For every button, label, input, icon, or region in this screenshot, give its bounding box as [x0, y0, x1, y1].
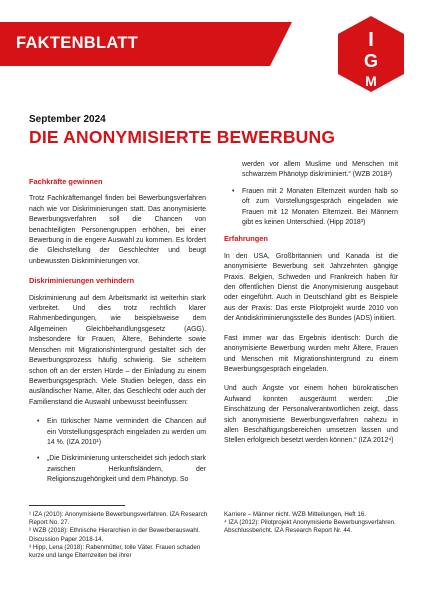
footnote: ³ Hipp, Lena (2018): Rabenmütter, tolle Väter. Frauen schaden kurze und lange Elternzeiten bei ihrer: [29, 543, 201, 560]
faktenblatt-banner: [0, 22, 292, 66]
heading-erfahrungen: Erfahrungen: [224, 234, 268, 244]
paragraph-fachkraefte: Trotz Fachkräftemangel finden bei Bewerbungsverfahren nach wie vor Diskriminierungen statt. Das anonymisierte Bewerbungsverfahren soll die Chancen von benachteiligten Personengruppen erhöhen, bei einer Bewerbung in die engere Auswahl zu kommen. Es fördert die Gleichstellung der Geschlechter und beugt unbewussten Diskriminierungen vor.: [29, 195, 206, 265]
paragraph-erfahrungen-2: Fast immer war das Ergebnis identisch: Durch die anonymisierte Bewerbung wurden mehr Ältere, Frauen und Menschen mit Migrationshintergrund zu einem Bewerbungsgespräch eingeladen.: [224, 334, 398, 373]
footnote: ² WZB (2018): Ethnische Hierarchien in der Bewerberauswahl. Discussion Paper 2018-14.: [29, 527, 200, 543]
bullet-item: • Frauen mit 2 Monaten Elternzeit wurden halb so oft zum Vorstellungsgespräch eingeladen wie Frauen mit 12 Monaten Elternzeit. Bei Männern gibt es keinen Unterschied. (Hipp 2018³): [242, 187, 398, 229]
bullet-item-continued: werden vor allem Muslime und Menschen mit schwarzem Phänotyp diskriminiert.“ (WZB 2018²): [242, 161, 398, 179]
bullet-list-continued: [224, 160, 398, 228]
footnote: ¹ IZA (2010): Anonymisierte Bewerbungsverfahren. IZA Research Report No. 27.: [29, 511, 208, 527]
logo-letter-i: I: [368, 29, 374, 51]
bullet-list: [29, 417, 206, 485]
right-column: [224, 160, 398, 456]
logo-letter-m: M: [365, 73, 377, 89]
paragraph-diskriminierung: Diskriminierung auf dem Arbeitsmarkt ist weiterhin stark verbreitet. Und dies trotz rechtlich klarer Rahmenbedingungen, wie beispielsweise dem Allgemeinen Gleichbehandlungsgesetz (AGG). Insbesondere für Frauen, Ältere, Behinderte sowie Menschen mit Migrationshintergrund gestaltet sich der Bewerbungsprozess häufig schwierig. Sie scheitern schon oft an der ersten Hürde – der Einladung zu einem Bewerbungsgespräch. Viele Studien belegen, dass ein ausländischer Name, Alter, das Geschlecht oder auch der Familienstand die Auswahl unbewusst beeinflussen:: [29, 294, 206, 406]
footnote: ⁴ IZA (2012): Pilotprojekt Anonymisierte Bewerbungsverfahren. Abschlussbericht. IZA Research Report Nr. 44.: [224, 519, 396, 535]
document-date: September 2024: [29, 114, 106, 125]
footnote-rule: [29, 505, 125, 506]
ig-metall-logo: [336, 14, 406, 94]
bullet-item: • „Die Diskriminierung unterscheidet sich jedoch stark zwischen Herkunftsländern, der Religionszugehörigkeit und dem Phänotyp. So: [47, 454, 206, 485]
bullet-item: • Ein türkischer Name vermindert die Chancen auf ein Vorstellungsgespräch eingeladen zu werden um 14 %. (IZA 2010¹): [47, 417, 206, 448]
left-column: [29, 177, 206, 492]
footnotes-left: [29, 511, 209, 560]
paragraph-erfahrungen-1: In den USA, Großbritannien und Kanada ist die anonymisierte Bewerbung seit Jahrzehnten gängige Praxis. Belgien, Schweden und Frankreich haben für den öffentlichen Dienst die Anonymisierung ausgebaut oder eingeführt. Auch in Deutschland gibt es Beispiele aus der Praxis: Das erste Pilotprojekt wurde 2010 von der Antidiskriminierungsstelle des Bundes (ADS) initiiert.: [224, 252, 398, 323]
document-title: DIE ANONYMISIERTE BEWERBUNG: [29, 127, 336, 147]
paragraph-erfahrungen-3: Und auch Ängste vor einem hohen bürokratischen Aufwand konnten ausgeräumt werden: „Die Einschätzung der Personalverantwortlichen zeigt, dass sich anonymisierte Bewerbungsverfahren nahezu in allen Beschäftigungsbereichen umsetzen lassen und Stellen erfolgreich besetzt werden können.“ (IZA 2012⁴): [224, 385, 398, 445]
footnotes-right: [224, 511, 400, 536]
logo-letter-g: G: [363, 51, 379, 71]
heading-diskriminierung: Diskriminierungen verhindern: [29, 276, 135, 286]
logo-icon: [336, 14, 406, 94]
heading-fachkraefte: Fachkräfte gewinnen: [29, 177, 103, 186]
footnote: Karriere – Männer nicht. WZB Mitteilungen, Heft 16.: [224, 511, 367, 518]
banner-label: FAKTENBLATT: [16, 34, 139, 52]
